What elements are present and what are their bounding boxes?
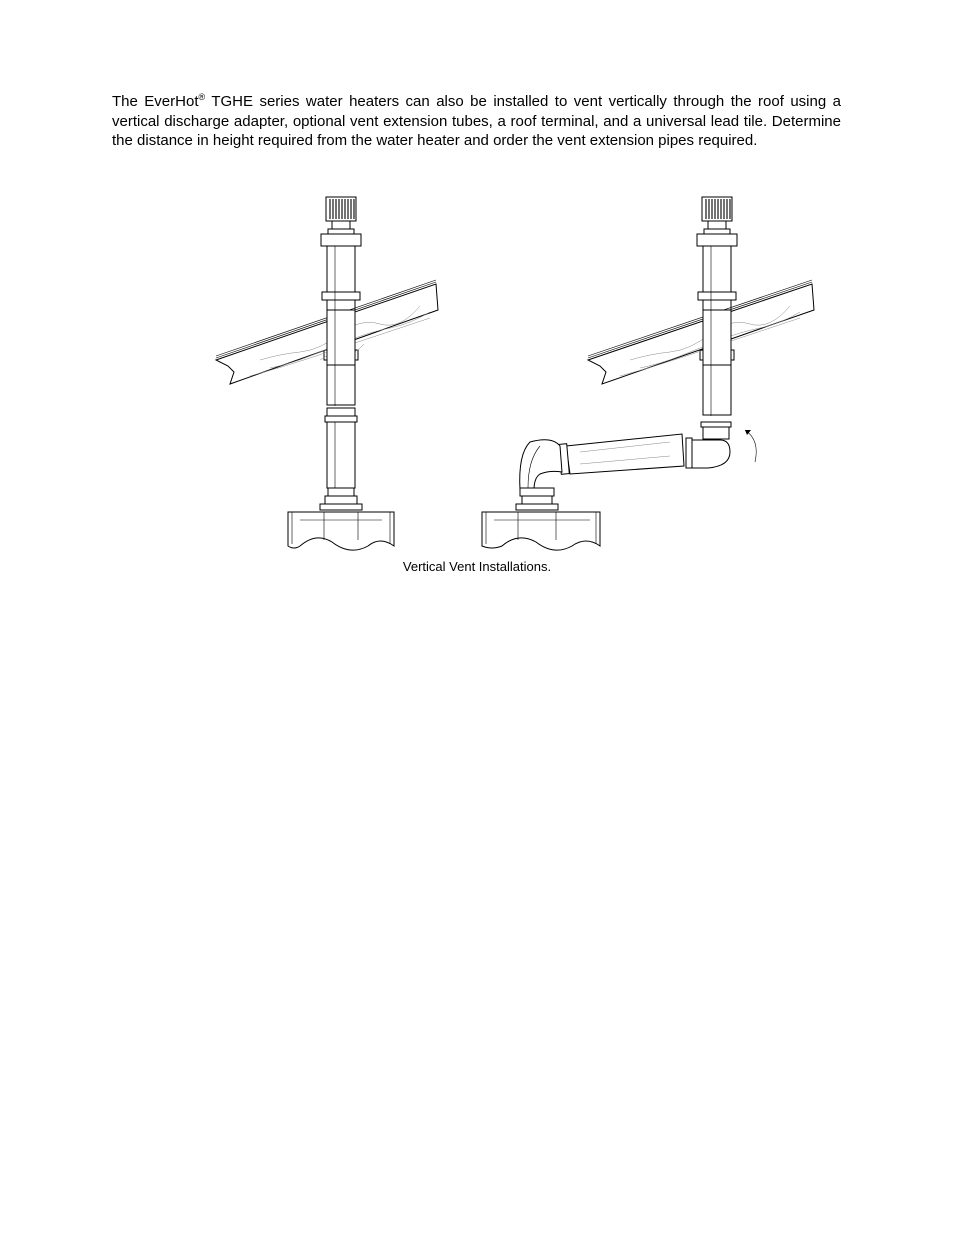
left-water-heater-top — [288, 496, 394, 550]
vent-installation-figure — [200, 190, 860, 555]
intro-paragraph — [112, 92, 841, 151]
right-roof-terminal — [697, 197, 737, 246]
right-installation-drawing — [482, 197, 814, 550]
brand-name: The EverHot — [112, 93, 199, 110]
figure-caption: Vertical Vent Installations. — [402, 559, 552, 574]
intro-text: TGHE series water heaters can also be installed to vent vertically through the roof using a vertical discharge adapter, optional vent extension tubes, a roof terminal, and a universal lead tile. Determine the distance in height required from the water heater and order the vent extension pipes required. — [112, 93, 842, 149]
registered-mark: ® — [198, 92, 206, 102]
left-roof-terminal — [321, 197, 361, 246]
left-lower-pipe — [325, 408, 357, 496]
left-installation-drawing — [216, 197, 438, 550]
right-horizontal-extension — [520, 422, 757, 490]
right-water-heater-top — [482, 488, 600, 550]
